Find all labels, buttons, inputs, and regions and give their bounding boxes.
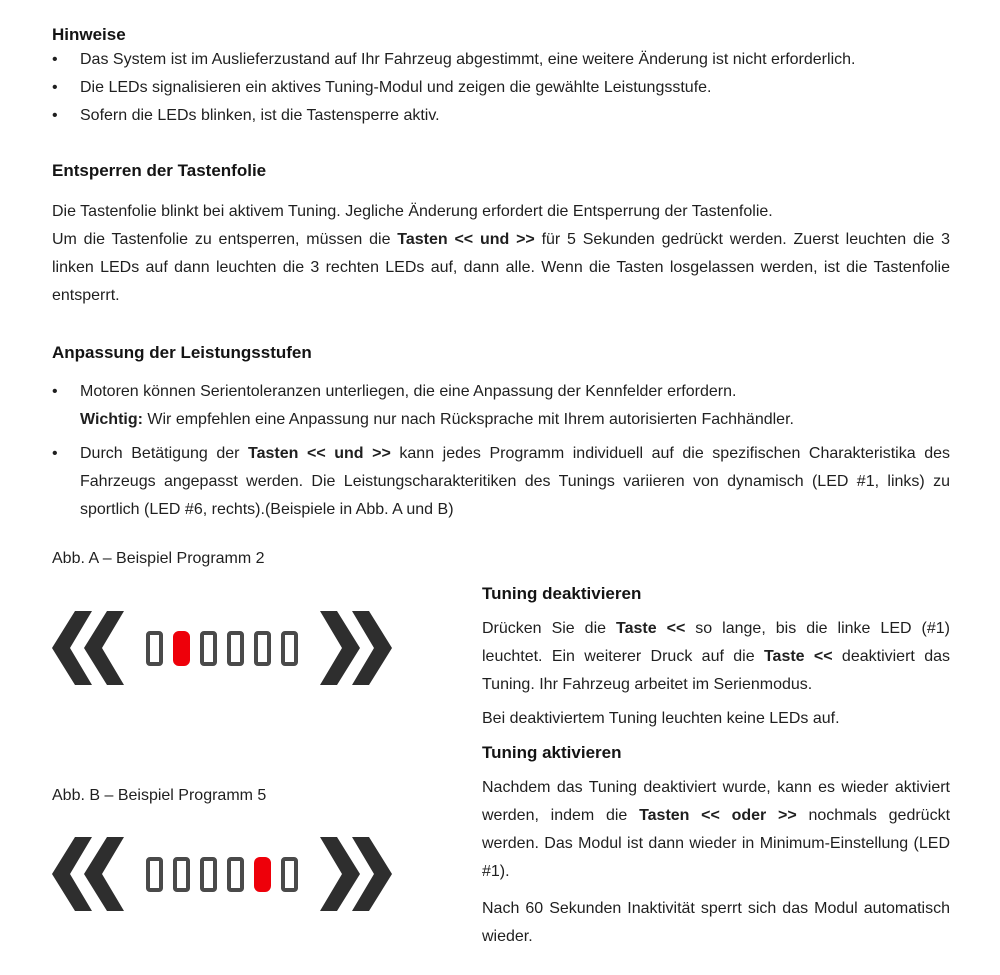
led-panel-figure-a [52,611,482,685]
bullet-icon: • [52,383,58,400]
instructions-column [482,524,950,951]
anpassung-bullet-list [52,378,950,524]
hinweise-bullet-list [52,46,950,130]
bullet-text: Das System ist im Auslieferzustand auf Ihr Fahrzeug abgestimmt, eine weitere Änderung ist nicht erforderlich. [80,51,856,68]
anpassung-bullet2-text: Durch Betätigung der Tasten << und >> kann jedes Programm individuell auf die spezifischen Charakteristika des Fahrzeugs angepasst werden. Die Leistungscharakteritiken des Tunings variieren von dynamisch (LED #1, links) zu sportlich (LED #6, rechts).(Beispiele in Abb. A und B) [80,445,950,518]
deaktivieren-paragraph-2: Bei deaktiviertem Tuning leuchten keine LEDs auf. [482,710,840,727]
led-3 [200,857,217,892]
section-heading-anpassung: Anpassung der Leistungsstufen [52,343,312,362]
section-heading-hinweise: Hinweise [52,25,126,44]
figures-column [52,524,482,951]
anpassung-bullet1-line1: Motoren können Serientoleranzen unterliegen, die eine Anpassung der Kennfelder erfordern. [80,383,737,400]
chevrons-right-icon [320,611,392,685]
bullet-icon: • [52,51,58,68]
figure-b-caption: Abb. B – Beispiel Programm 5 [52,787,267,804]
figures-and-instructions [52,524,950,951]
led-6 [281,857,298,892]
led-6 [281,631,298,666]
bullet-item [52,102,950,130]
deaktivieren-paragraph-1: Drücken Sie die Taste << so lange, bis die linke LED (#1) leuchtet. Ein weiterer Druck auf die Taste << deaktiviert das Tuning. Ihr Fahrzeug arbeitet im Serienmodus. [482,620,950,693]
bullet-icon: • [52,107,58,124]
bullet-item [52,74,950,102]
led-2-active [173,631,190,666]
bullet-item [52,378,950,434]
aktivieren-paragraph-2: Nach 60 Sekunden Inaktivität sperrt sich das Modul automatisch wieder. [482,900,950,945]
led-5-active [254,857,271,892]
bullet-text: Die LEDs signalisieren ein aktives Tuning-Modul und zeigen die gewählte Leistungsstufe. [80,79,712,96]
bullet-icon: • [52,79,58,96]
led-4 [227,857,244,892]
anpassung-bullet1-line2: Wichtig: Wir empfehlen eine Anpassung nur nach Rücksprache mit Ihrem autorisierten Fachhändler. [80,411,794,428]
led-2 [173,857,190,892]
bullet-text [80,378,950,434]
led-4 [227,631,244,666]
led-1 [146,631,163,666]
led-3 [200,631,217,666]
bullet-item [52,46,950,74]
bullet-text: Sofern die LEDs blinken, ist die Tastensperre aktiv. [80,107,440,124]
entsperren-paragraph: Um die Tastenfolie zu entsperren, müssen die Tasten << und >> für 5 Sekunden gedrückt werden. Zuerst leuchten die 3 linken LEDs auf dann leuchten die 3 rechten LEDs auf, dann alle. Wenn die Tasten losgelassen werden, ist die Tastenfolie entsperrt. [52,231,951,304]
section-heading-entsperren: Entsperren der Tastenfolie [52,161,267,180]
led-1 [146,857,163,892]
bullet-icon: • [52,445,58,462]
chevrons-left-icon [52,611,124,685]
heading-tuning-deaktivieren: Tuning deaktivieren [482,584,642,603]
led-5 [254,631,271,666]
heading-tuning-aktivieren: Tuning aktivieren [482,743,622,762]
chevrons-right-icon [320,837,392,911]
aktivieren-paragraph-1: Nachdem das Tuning deaktiviert wurde, kann es wieder aktiviert werden, indem die Tasten << oder >> nochmals gedrückt werden. Das Modul ist dann wieder in Minimum-Einstellung (LED #1). [482,779,951,880]
figure-a-caption: Abb. A – Beispiel Programm 2 [52,550,265,567]
entsperren-paragraph-line1: Die Tastenfolie blinkt bei aktivem Tuning. Jegliche Änderung erfordert die Entsperrung der Tastenfolie. [52,203,773,220]
led-panel-figure-b [52,837,482,911]
chevrons-left-icon [52,837,124,911]
led-strip [146,857,298,892]
bullet-item [52,440,950,524]
led-strip [146,631,298,666]
